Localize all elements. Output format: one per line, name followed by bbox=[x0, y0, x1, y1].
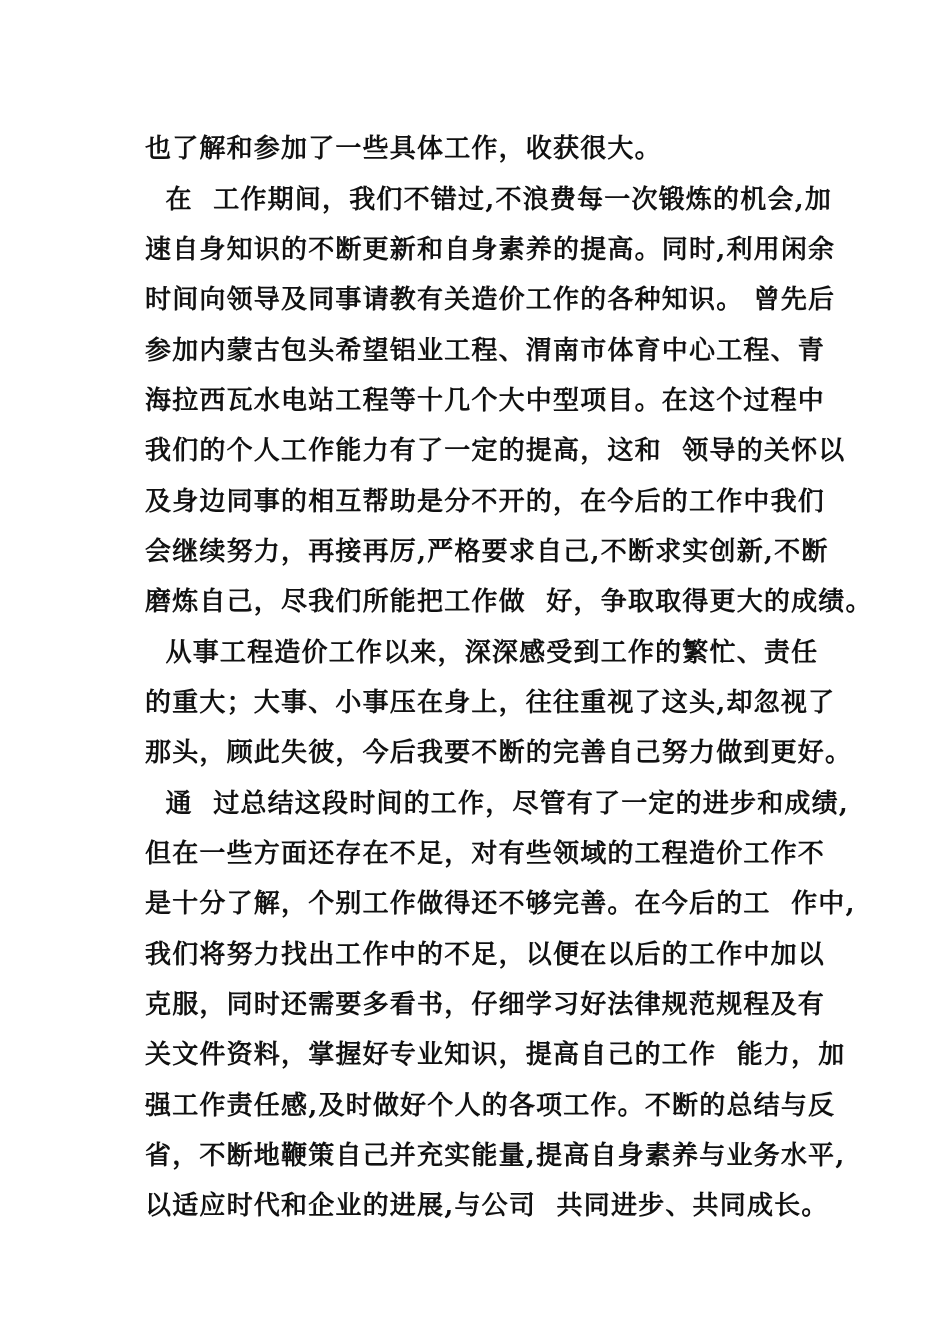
text-line-10: 磨炼自己，尽我们所能把工作做 好，争取取得更大的成绩。 bbox=[145, 587, 873, 617]
text-line-22: 以适应时代和企业的进展,与公司 共同进步、共同成长。 bbox=[145, 1191, 829, 1221]
text-line-1: 也了解和参加了一些具体工作，收获很大。 bbox=[145, 134, 662, 164]
text-line-16: 是十分了解，个别工作做得还不够完善。在今后的工 作中, bbox=[145, 889, 856, 919]
text-line-17: 我们将努力找出工作中的不足，以便在以后的工作中加以 bbox=[145, 940, 826, 970]
text-line-6: 海拉西瓦水电站工程等十几个大中型项目。在这个过程中 bbox=[145, 386, 826, 416]
text-line-5: 参加内蒙古包头希望铝业工程、渭南市体育中心工程、青 bbox=[145, 336, 826, 366]
text-line-11: 从事工程造价工作以来，深深感受到工作的繁忙、责任 bbox=[145, 638, 819, 668]
text-line-8: 及身边同事的相互帮助是分不开的，在今后的工作中我们 bbox=[145, 487, 826, 517]
text-line-2: 在 工作期间，我们不错过,不浪费每一次锻炼的机会,加 bbox=[145, 185, 833, 215]
text-line-15: 但在一些方面还存在不足，对有些领域的工程造价工作不 bbox=[145, 839, 826, 869]
text-line-20: 强工作责任感,及时做好个人的各项工作。不断的总结与反 bbox=[145, 1091, 836, 1121]
text-line-9: 会继续努力，再接再厉,严格要求自己,不断求实创新,不断 bbox=[145, 537, 829, 567]
text-line-21: 省，不断地鞭策自己并充实能量,提高自身素养与业务水平, bbox=[145, 1141, 846, 1171]
text-line-7: 我们的个人工作能力有了一定的提高，这和 领导的关怀以 bbox=[145, 436, 846, 466]
text-line-4: 时间向领导及同事请教有关造价工作的各种知识。 曾先后 bbox=[145, 285, 836, 315]
text-line-12: 的重大；大事、小事压在身上，往往重视了这头,却忽视了 bbox=[145, 688, 836, 718]
text-line-13: 那头，顾此失彼，今后我要不断的完善自己努力做到更好。 bbox=[145, 738, 853, 768]
text-line-14: 通 过总结这段时间的工作，尽管有了一定的进步和成绩, bbox=[145, 789, 850, 819]
text-line-19: 关文件资料，掌握好专业知识，提高自己的工作 能力，加 bbox=[145, 1040, 846, 1070]
text-line-18: 克服，同时还需要多看书，仔细学习好法律规范规程及有 bbox=[145, 990, 826, 1020]
text-line-3: 速自身知识的不断更新和自身素养的提高。同时,利用闲余 bbox=[145, 235, 836, 265]
